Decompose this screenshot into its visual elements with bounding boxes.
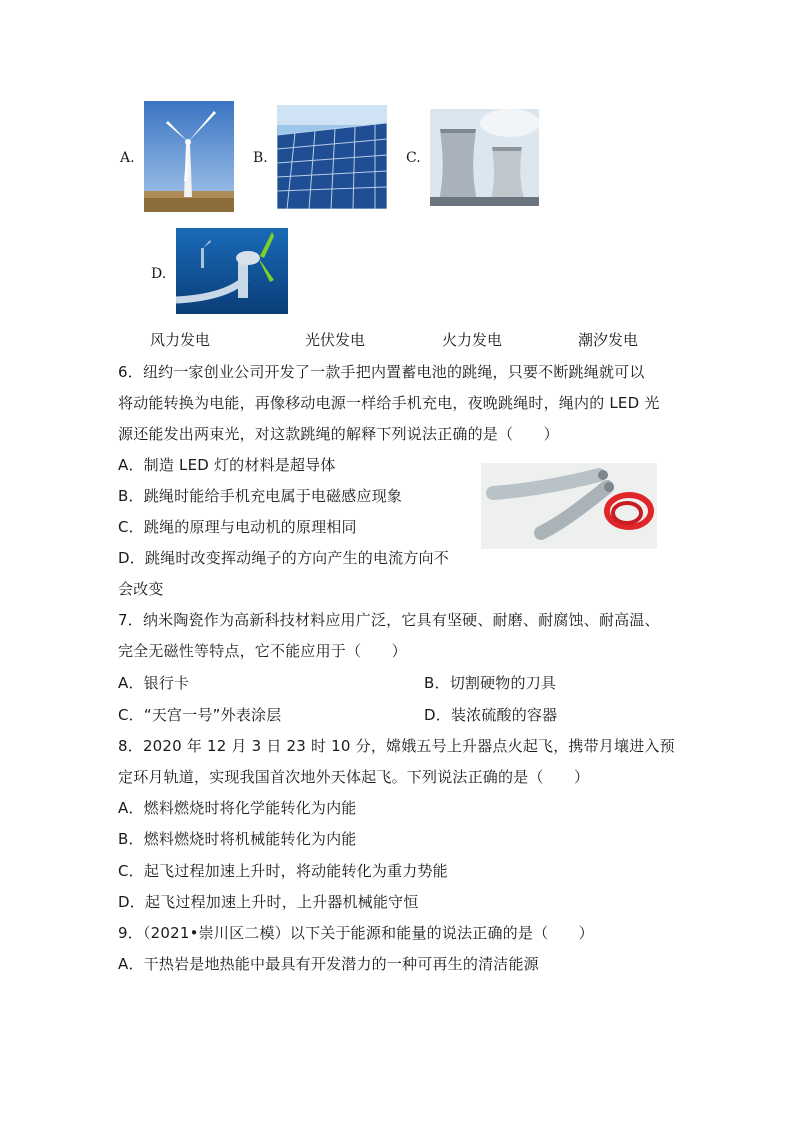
option-b-label: B. [253, 150, 268, 166]
q8-line-1: 8．2020 年 12 月 3 日 23 时 10 分，嫦娥五号上升器点火起飞，携带月壤进入预 [118, 737, 675, 755]
q8-option-c: C．起飞过程加速上升时，将动能转化为重力势能 [118, 862, 448, 880]
q6-line-3: 源还能发出两束光，对这款跳绳的解释下列说法正确的是（ ） [118, 425, 559, 443]
q6-option-d: D．跳绳时改变挥动绳子的方向产生的电流方向不 [118, 549, 449, 567]
caption-thermal: 火力发电 [442, 331, 503, 349]
q9-line-1: 9．（2021•崇川区二模）以下关于能源和能量的说法正确的是（ ） [118, 924, 594, 942]
q7-option-c: C．“天宫一号”外表涂层 [118, 706, 282, 724]
q6-option-c: C．跳绳的原理与电动机的原理相同 [118, 518, 357, 536]
option-d-label: D. [151, 266, 167, 282]
q8-line-2: 定环月轨道，实现我国首次地外天体起飞。下列说法正确的是（ ） [118, 768, 590, 786]
caption-solar: 光伏发电 [305, 331, 366, 349]
q9-option-a: A．干热岩是地热能中最具有开发潜力的一种可再生的清洁能源 [118, 955, 539, 973]
cooling-towers-image [430, 109, 539, 206]
q6-option-a: A．制造 LED 灯的材料是超导体 [118, 456, 336, 474]
q6-line-2: 将动能转换为电能，再像移动电源一样给手机充电，夜晚跳绳时，绳内的 LED 光 [118, 394, 660, 412]
q8-option-a: A．燃料燃烧时将化学能转化为内能 [118, 799, 357, 817]
jump-rope-image [481, 463, 657, 549]
q7-line-1: 7．纳米陶瓷作为高新科技材料应用广泛，它具有坚硬、耐磨、耐腐蚀、耐高温、 [118, 611, 660, 629]
q7-option-d: D．装浓硫酸的容器 [424, 706, 558, 724]
tidal-turbine-image [176, 228, 288, 314]
caption-wind: 风力发电 [150, 331, 211, 349]
q7-option-a: A．银行卡 [118, 674, 190, 692]
solar-panels-image [277, 105, 387, 209]
q7-option-b: B．切割硬物的刀具 [424, 674, 557, 692]
q8-option-b: B．燃料燃烧时将机械能转化为内能 [118, 830, 357, 848]
option-a-label: A. [120, 150, 135, 166]
caption-tidal: 潮汐发电 [578, 331, 639, 349]
wind-turbine-image [144, 101, 234, 212]
q6-option-d-cont: 会改变 [118, 580, 164, 598]
q6-line-1: 6．纽约一家创业公司开发了一款手把内置蓄电池的跳绳，只要不断跳绳就可以 [118, 363, 645, 381]
q7-line-2: 完全无磁性等特点，它不能应用于（ ） [118, 642, 407, 660]
q6-option-b: B．跳绳时能给手机充电属于电磁感应现象 [118, 487, 403, 505]
option-c-label: C. [406, 150, 421, 166]
q8-option-d: D．起飞过程加速上升时，上升器机械能守恒 [118, 893, 419, 911]
